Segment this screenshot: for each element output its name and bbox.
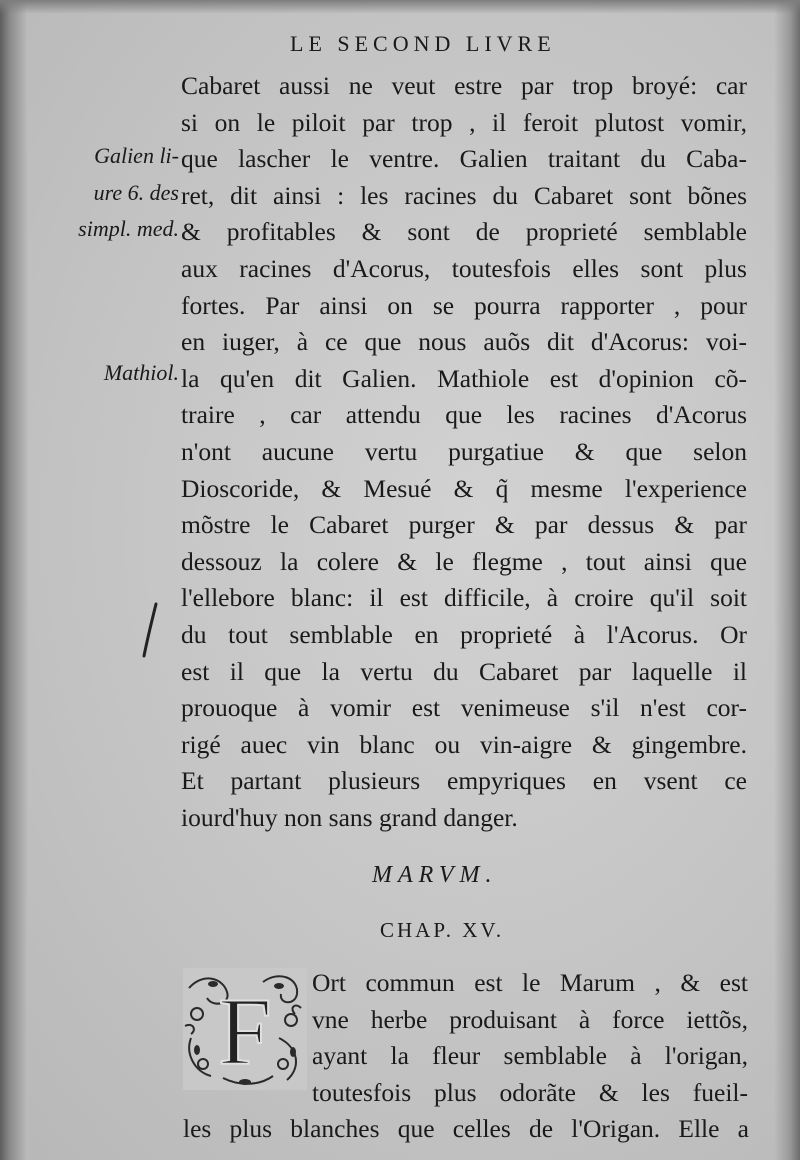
drop-cap-letter: F: [218, 978, 272, 1085]
running-head: LE SECOND LIVRE: [290, 31, 556, 56]
text-line: fortes. Par ainsi on se pourra rapporter , pour: [181, 290, 747, 320]
text-line: Dioscoride, & Mesué & q̃ mesme l'experience: [181, 473, 747, 503]
chapter-text-full: [183, 1111, 749, 1148]
text-line: n'ont aucune vertu purgatiue & que selon: [181, 436, 747, 466]
text-line: en iuger, à ce que nous auõs dit d'Acorus: voi-: [181, 327, 747, 357]
text-line: traire , car attendu que les racines d'Acorus: [181, 400, 747, 430]
floral-ornament-icon: [183, 968, 307, 1090]
margin-note-mathiol: [44, 355, 179, 392]
margin-note-line: ure 6. des: [93, 179, 179, 205]
text-line: Ort commun est le Marum , & est: [312, 968, 748, 997]
page-edge-shadow: [774, 0, 800, 1160]
text-line: du tout semblable en proprieté à l'Acorus. Or: [181, 619, 747, 649]
decorated-initial: [183, 968, 307, 1090]
top-edge-shadow: [0, 0, 800, 14]
text-line: dessouz la colere & le flegme , tout ainsi que: [181, 546, 747, 576]
margin-note-line: Galien li-: [94, 143, 179, 168]
body-text: [181, 68, 747, 836]
text-line: est il que la vertu du Cabaret par laquelle il: [181, 656, 747, 686]
margin-note-galien: [44, 138, 179, 248]
text-line: vne herbe produisant à force iettõs,: [312, 1004, 748, 1034]
text-line: que lascher le ventre. Galien traitant du Caba-: [181, 144, 747, 174]
gutter-shadow: [0, 0, 28, 1160]
text-line: rigé auec vin blanc ou vin-aigre & gingembre.: [181, 729, 747, 759]
text-line: ret, dit ainsi : les racines du Cabaret sont bõnes: [181, 180, 747, 210]
text-line: l'ellebore blanc: il est difficile, à croire qu'il soit: [181, 583, 747, 613]
text-line: si on le piloit par trop , il feroit plutost vomir,: [181, 107, 747, 137]
margin-note-line: simpl. med.: [78, 216, 179, 242]
handwritten-mark-icon: [136, 600, 166, 660]
chapter-title: CHAP. XV.: [380, 918, 505, 942]
text-line: les plus blanches que celles de l'Origan. Elle a: [183, 1114, 749, 1143]
text-line: aux racines d'Acorus, toutesfois elles sont plus: [181, 253, 747, 283]
text-line: mõstre le Cabaret purger & par dessus & par: [181, 510, 747, 540]
section-title: MARVM.: [372, 862, 498, 888]
text-line: prouoque à vomir est venimeuse s'il n'est cor-: [181, 693, 747, 723]
text-line: Et partant plusieurs empyriques en vsent ce: [181, 766, 747, 796]
text-line: ayant la fleur semblable à l'origan,: [312, 1041, 748, 1071]
text-line: toutesfois plus odorãte & les fueil-: [312, 1077, 748, 1107]
text-line: iourd'huy non sans grand danger.: [181, 802, 518, 832]
text-line: Cabaret aussi ne veut estre par trop broyé: car: [181, 71, 747, 100]
text-line: la qu'en dit Galien. Mathiole est d'opinion cõ-: [181, 363, 747, 393]
text-line: & profitables & sont de proprieté semblable: [181, 217, 747, 247]
chapter-text-indented: [312, 965, 748, 1111]
margin-note-line: Mathiol.: [103, 360, 179, 385]
